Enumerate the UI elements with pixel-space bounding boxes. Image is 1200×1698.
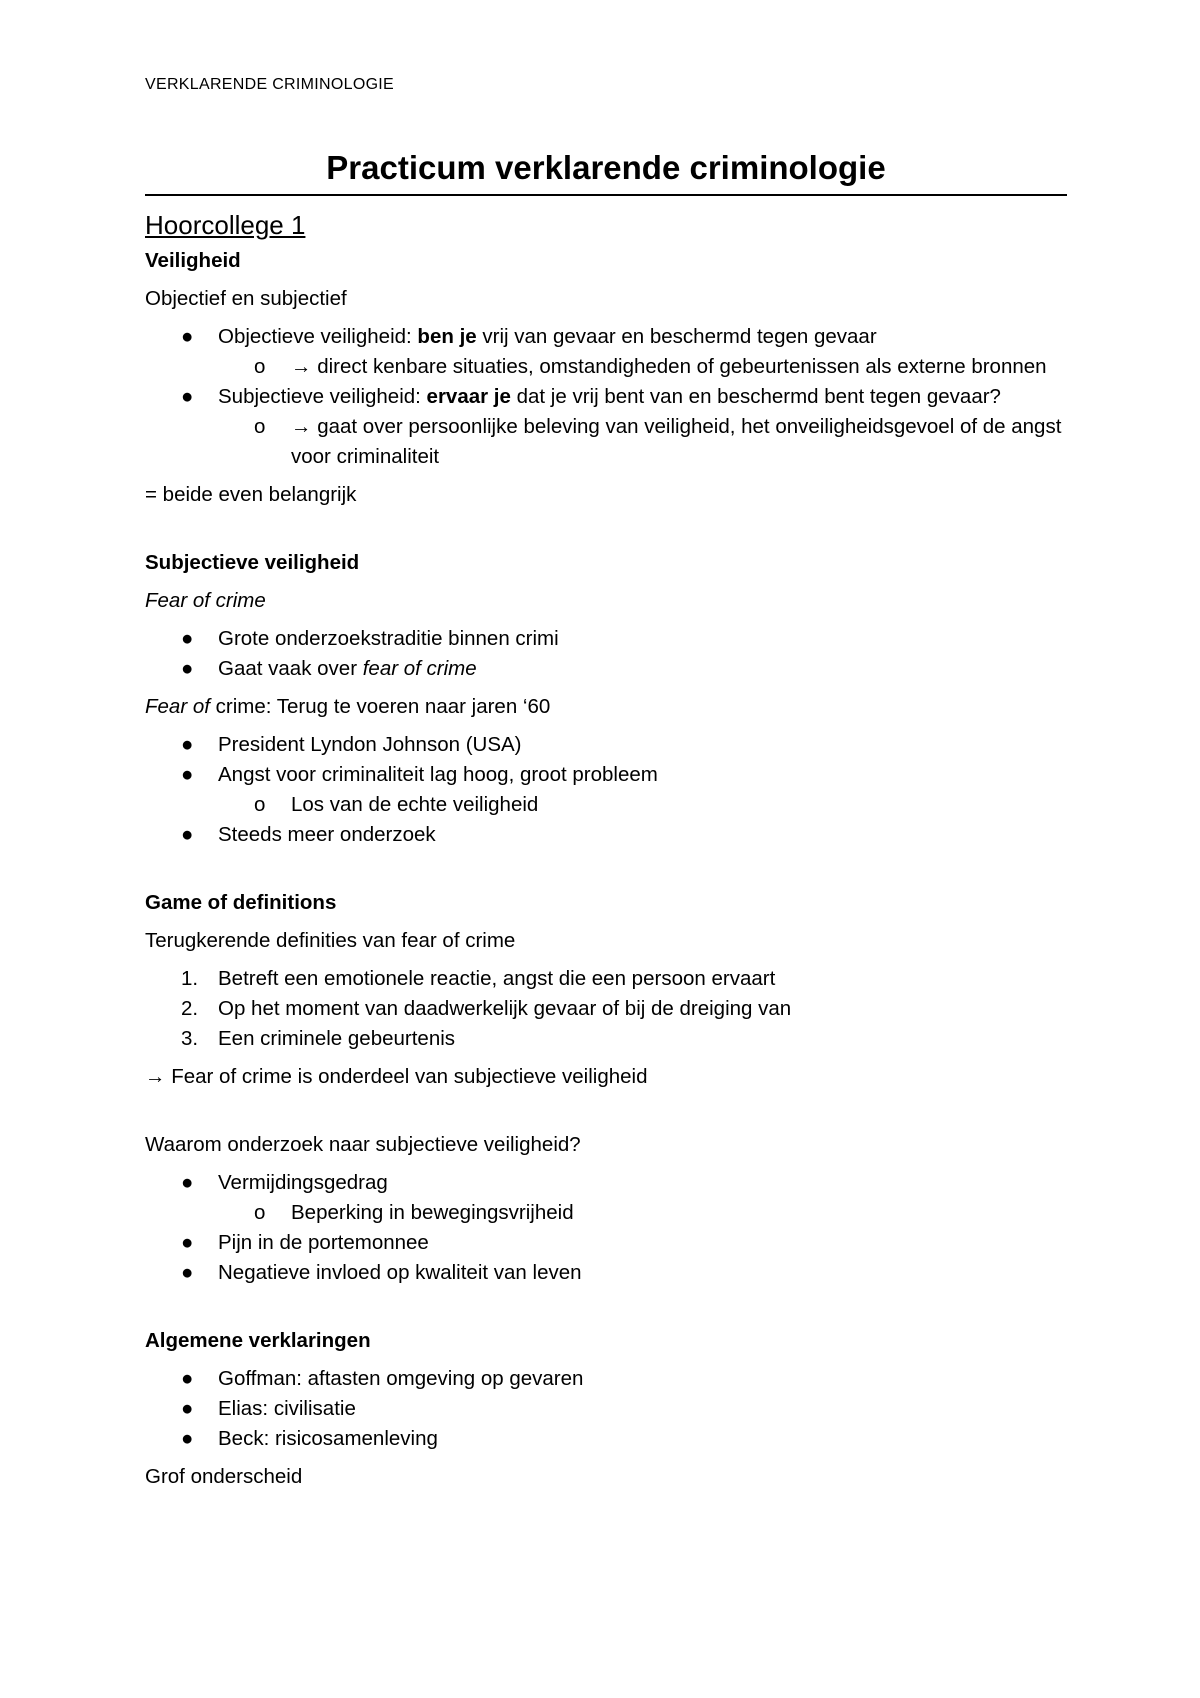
section-heading-subjectieve: Subjectieve veiligheid <box>145 551 360 574</box>
sub-list <box>218 412 1067 472</box>
list-item-text: Vermijdingsgedrag <box>218 1171 388 1194</box>
document-title: Practicum verklarende criminologie <box>326 149 886 186</box>
list-item-text: Negatieve invloed op kwaliteit van leven <box>218 1261 582 1284</box>
objective-sub-text: → direct kenbare situaties, omstandigheden of gebeurtenissen als externe bronnen <box>291 355 1047 378</box>
list-item-text: Gaat vaak over <box>218 657 363 680</box>
veiligheid-list <box>145 322 1067 472</box>
verklaringen-list <box>145 1364 1067 1454</box>
definitions-conclusion: → Fear of crime is onderdeel van subjectieve veiligheid <box>145 1065 648 1088</box>
subheading-objectief-subjectief: Objectief en subjectief <box>145 287 347 310</box>
bullet-marker: ● <box>181 1231 194 1254</box>
spacer <box>145 1296 1067 1326</box>
number-marker: 2. <box>181 997 199 1020</box>
number-marker: 1. <box>181 967 199 990</box>
list-item <box>145 1364 1067 1394</box>
bullet-marker: ● <box>181 657 194 680</box>
fear-origin-italic: Fear of <box>145 695 210 718</box>
waarom-list <box>145 1168 1067 1288</box>
list-item <box>145 624 1067 654</box>
bullet-marker: ● <box>181 823 194 846</box>
lecture-heading: Hoorcollege 1 <box>145 210 306 240</box>
list-item <box>145 1394 1067 1424</box>
sub-marker: o <box>254 1201 266 1224</box>
document-body <box>145 208 1067 1500</box>
list-item-text: Betreft een emotionele reactie, angst die een persoon ervaart <box>218 967 776 990</box>
fear-origin-line <box>145 692 1067 722</box>
list-item-text: Angst voor criminaliteit lag hoog, groot probleem <box>218 763 658 786</box>
running-header: VERKLARENDE CRIMINOLOGIE <box>145 76 395 93</box>
list-item-text: Een criminele gebeurtenis <box>218 1027 456 1050</box>
subjective-rest: dat je vrij bent van en beschermd bent tegen gevaar? <box>510 385 1001 408</box>
bullet-marker: ● <box>181 627 194 650</box>
objective-bold: ben je <box>417 325 477 348</box>
sub-list-item <box>218 352 1067 382</box>
subjectieve-list <box>145 624 1067 684</box>
sub-list-item <box>218 790 1067 820</box>
spacer <box>145 1100 1067 1130</box>
subjective-sub-text: → gaat over persoonlijke beleving van veiligheid, het onveiligheidsgevoel of de angst voor criminaliteit <box>291 415 1062 468</box>
number-marker: 3. <box>181 1027 199 1050</box>
sub-list-item-text: Beperking in bewegingsvrijheid <box>291 1201 574 1224</box>
sub-list-item <box>218 1198 1067 1228</box>
list-item <box>145 994 1067 1024</box>
list-item-text: Op het moment van daadwerkelijk gevaar of bij de dreiging van <box>218 997 792 1020</box>
objective-rest: vrij van gevaar en beschermd tegen gevaar <box>476 325 877 348</box>
list-item-text: Grote onderzoekstraditie binnen crimi <box>218 627 559 650</box>
definitions-list <box>145 964 1067 1054</box>
veiligheid-conclusion: = beide even belangrijk <box>145 483 357 506</box>
bullet-marker: ● <box>181 325 194 348</box>
bullet-marker: ● <box>181 385 194 408</box>
closing-line: Grof onderscheid <box>145 1465 303 1488</box>
fear-origin-rest: crime: Terug te voeren naar jaren ‘60 <box>209 695 551 718</box>
title-rule <box>145 194 1067 196</box>
list-item-text: Pijn in de portemonnee <box>218 1231 429 1254</box>
sub-list-item-text: Los van de echte veiligheid <box>291 793 539 816</box>
list-item-text: Beck: risicosamenleving <box>218 1427 438 1450</box>
list-item-text: Goffman: aftasten omgeving op gevaren <box>218 1367 584 1390</box>
waarom-question: Waarom onderzoek naar subjectieve veiligheid? <box>145 1133 581 1156</box>
list-item <box>145 1258 1067 1288</box>
subjective-label: Subjectieve veiligheid: <box>218 385 427 408</box>
sub-marker: o <box>254 355 266 378</box>
list-item <box>145 1024 1067 1054</box>
list-item <box>145 964 1067 994</box>
list-item <box>145 654 1067 684</box>
definitions-intro: Terugkerende definities van fear of crime <box>145 929 516 952</box>
list-item <box>145 1168 1067 1228</box>
spacer <box>145 858 1067 888</box>
list-item-text: President Lyndon Johnson (USA) <box>218 733 522 756</box>
spacer <box>145 518 1067 548</box>
bullet-marker: ● <box>181 1367 194 1390</box>
sub-list <box>218 352 1067 382</box>
bullet-marker: ● <box>181 1261 194 1284</box>
subjective-bold: ervaar je <box>426 385 511 408</box>
sub-marker: o <box>254 415 266 438</box>
sub-list <box>218 790 1067 820</box>
list-item <box>145 820 1067 850</box>
list-item-text: Elias: civilisatie <box>218 1397 356 1420</box>
list-item <box>145 1424 1067 1454</box>
sub-marker: o <box>254 793 266 816</box>
sub-list <box>218 1198 1067 1228</box>
bullet-marker: ● <box>181 763 194 786</box>
sub-list-item <box>218 412 1067 472</box>
list-item <box>145 760 1067 820</box>
bullet-marker: ● <box>181 1397 194 1420</box>
objective-label: Objectieve veiligheid: <box>218 325 418 348</box>
list-item <box>145 730 1067 760</box>
bullet-marker: ● <box>181 1427 194 1450</box>
section-heading-verklaringen: Algemene verklaringen <box>145 1329 371 1352</box>
fear-of-crime-label: Fear of crime <box>145 589 266 612</box>
bullet-marker: ● <box>181 733 194 756</box>
list-item-text: Steeds meer onderzoek <box>218 823 436 846</box>
list-item-italic: fear of crime <box>362 657 477 680</box>
list-item <box>145 382 1067 472</box>
section-heading-definitions: Game of definitions <box>145 891 337 914</box>
origin-list <box>145 730 1067 850</box>
list-item <box>145 1228 1067 1258</box>
section-heading-veiligheid: Veiligheid <box>145 249 241 272</box>
list-item <box>145 322 1067 382</box>
bullet-marker: ● <box>181 1171 194 1194</box>
